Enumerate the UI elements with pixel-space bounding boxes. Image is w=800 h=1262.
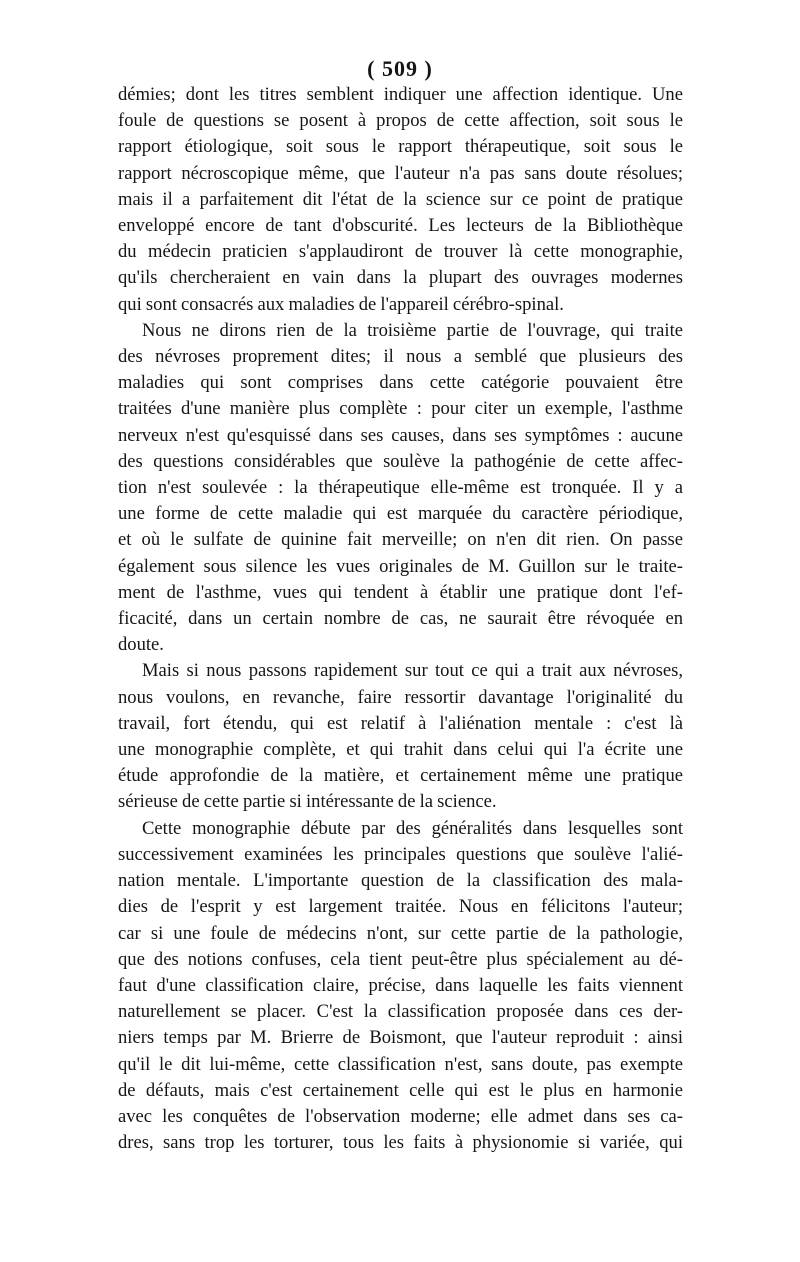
paragraph [118,82,683,318]
text-line: et où le sulfate de quinine fait merveille; on n'en dit rien. On passe [118,529,683,551]
text-line: sérieuse de cette partie si intéressante de la science. [118,791,497,813]
paragraph [118,318,683,659]
text-line: successivement examinées les principales questions que soulève l'alié- [118,843,683,865]
text-line: rapport nécroscopique même, que l'auteur n'a pas sans doute résolues; [118,162,683,184]
text-line: qu'il le dit lui-même, cette classification n'est, sans doute, pas exempte [118,1053,683,1075]
body-text [118,82,683,1156]
text-line: travail, fort étendu, qui est relatif à l'aliénation mentale : c'est là [118,712,683,734]
text-line: nous voulons, en revanche, faire ressortir davantage l'originalité du [118,686,683,708]
text-line: de défauts, mais c'est certainement celle qui est le plus en harmonie [118,1079,683,1101]
text-line: que des notions confuses, cela tient peut-être plus spécialement au dé- [118,948,683,970]
text-line: nerveux n'est qu'esquissé dans ses causes, dans ses symptômes : aucune [118,424,683,446]
text-line: rapport étiologique, soit sous le rapport thérapeutique, soit sous le [118,136,683,158]
text-line: dies de l'esprit y est largement traitée. Nous en félicitons l'auteur; [118,896,683,918]
text-line: des névroses proprement dites; il nous a semblé que plusieurs des [118,346,683,368]
text-line: tion n'est soulevée : la thérapeutique elle-même est tronquée. Il y a [118,477,683,499]
text-line: une forme de cette maladie qui est marquée du caractère périodique, [118,503,683,525]
text-line: maladies qui sont comprises dans cette catégorie pouvaient être [118,372,683,394]
page-number: ( 509 ) [367,56,433,81]
text-line: faut d'une classification claire, précise, dans laquelle les faits viennent [118,974,683,996]
text-line: Nous ne dirons rien de la troisième partie de l'ouvrage, qui traite [142,319,683,341]
text-line: une monographie complète, et qui trahit dans celui qui l'a écrite une [118,739,683,761]
text-line: qu'ils chercheraient en vain dans la plupart des ouvrages modernes [118,267,683,289]
text-line: ficacité, dans un certain nombre de cas, ne saurait être révoquée en [118,608,683,630]
paragraph [118,816,683,1157]
text-line: démies; dont les titres semblent indiquer une affection identique. Une [118,84,683,105]
text-line: également sous silence les vues originales de M. Guillon sur le traite- [118,555,683,577]
text-line: niers temps par M. Brierre de Boismont, que l'auteur reproduit : ainsi [118,1027,683,1049]
text-line: traitées d'une manière plus complète : pour citer un exemple, l'asthme [118,398,683,420]
text-line: ment de l'asthme, vues qui tendent à établir une pratique dont l'ef- [118,581,683,603]
text-line: Cette monographie débute par des généralités dans lesquelles sont [142,817,683,839]
text-line: Mais si nous passons rapidement sur tout ce qui a trait aux névroses, [142,660,683,682]
text-line: enveloppé encore de tant d'obscurité. Les lecteurs de la Bibliothèque [118,215,683,237]
text-line: mais il a parfaitement dit l'état de la science sur ce point de pratique [118,188,683,210]
text-line: doute. [118,634,164,656]
text-line: avec les conquêtes de l'observation moderne; elle admet dans ses ca- [118,1105,683,1127]
text-line: étude approfondie de la matière, et certainement même une pratique [118,765,683,787]
text-line: naturellement se placer. C'est la classification proposée dans ces der- [118,1001,683,1023]
paragraph [118,658,683,815]
text-line: du médecin praticien s'applaudiront de trouver là cette monographie, [118,241,683,263]
text-line: car si une foule de médecins n'ont, sur cette partie de la pathologie, [118,922,683,944]
text-line: foule de questions se posent à propos de cette affection, soit sous le [118,110,683,132]
text-line: dres, sans trop les torturer, tous les faits à physionomie si variée, qui [118,1132,683,1154]
text-line: nation mentale. L'importante question de la classification des mala- [118,870,683,892]
text-line: qui sont consacrés aux maladies de l'appareil cérébro-spinal. [118,293,564,315]
text-line: des questions considérables que soulève la pathogénie de cette affec- [118,450,683,472]
